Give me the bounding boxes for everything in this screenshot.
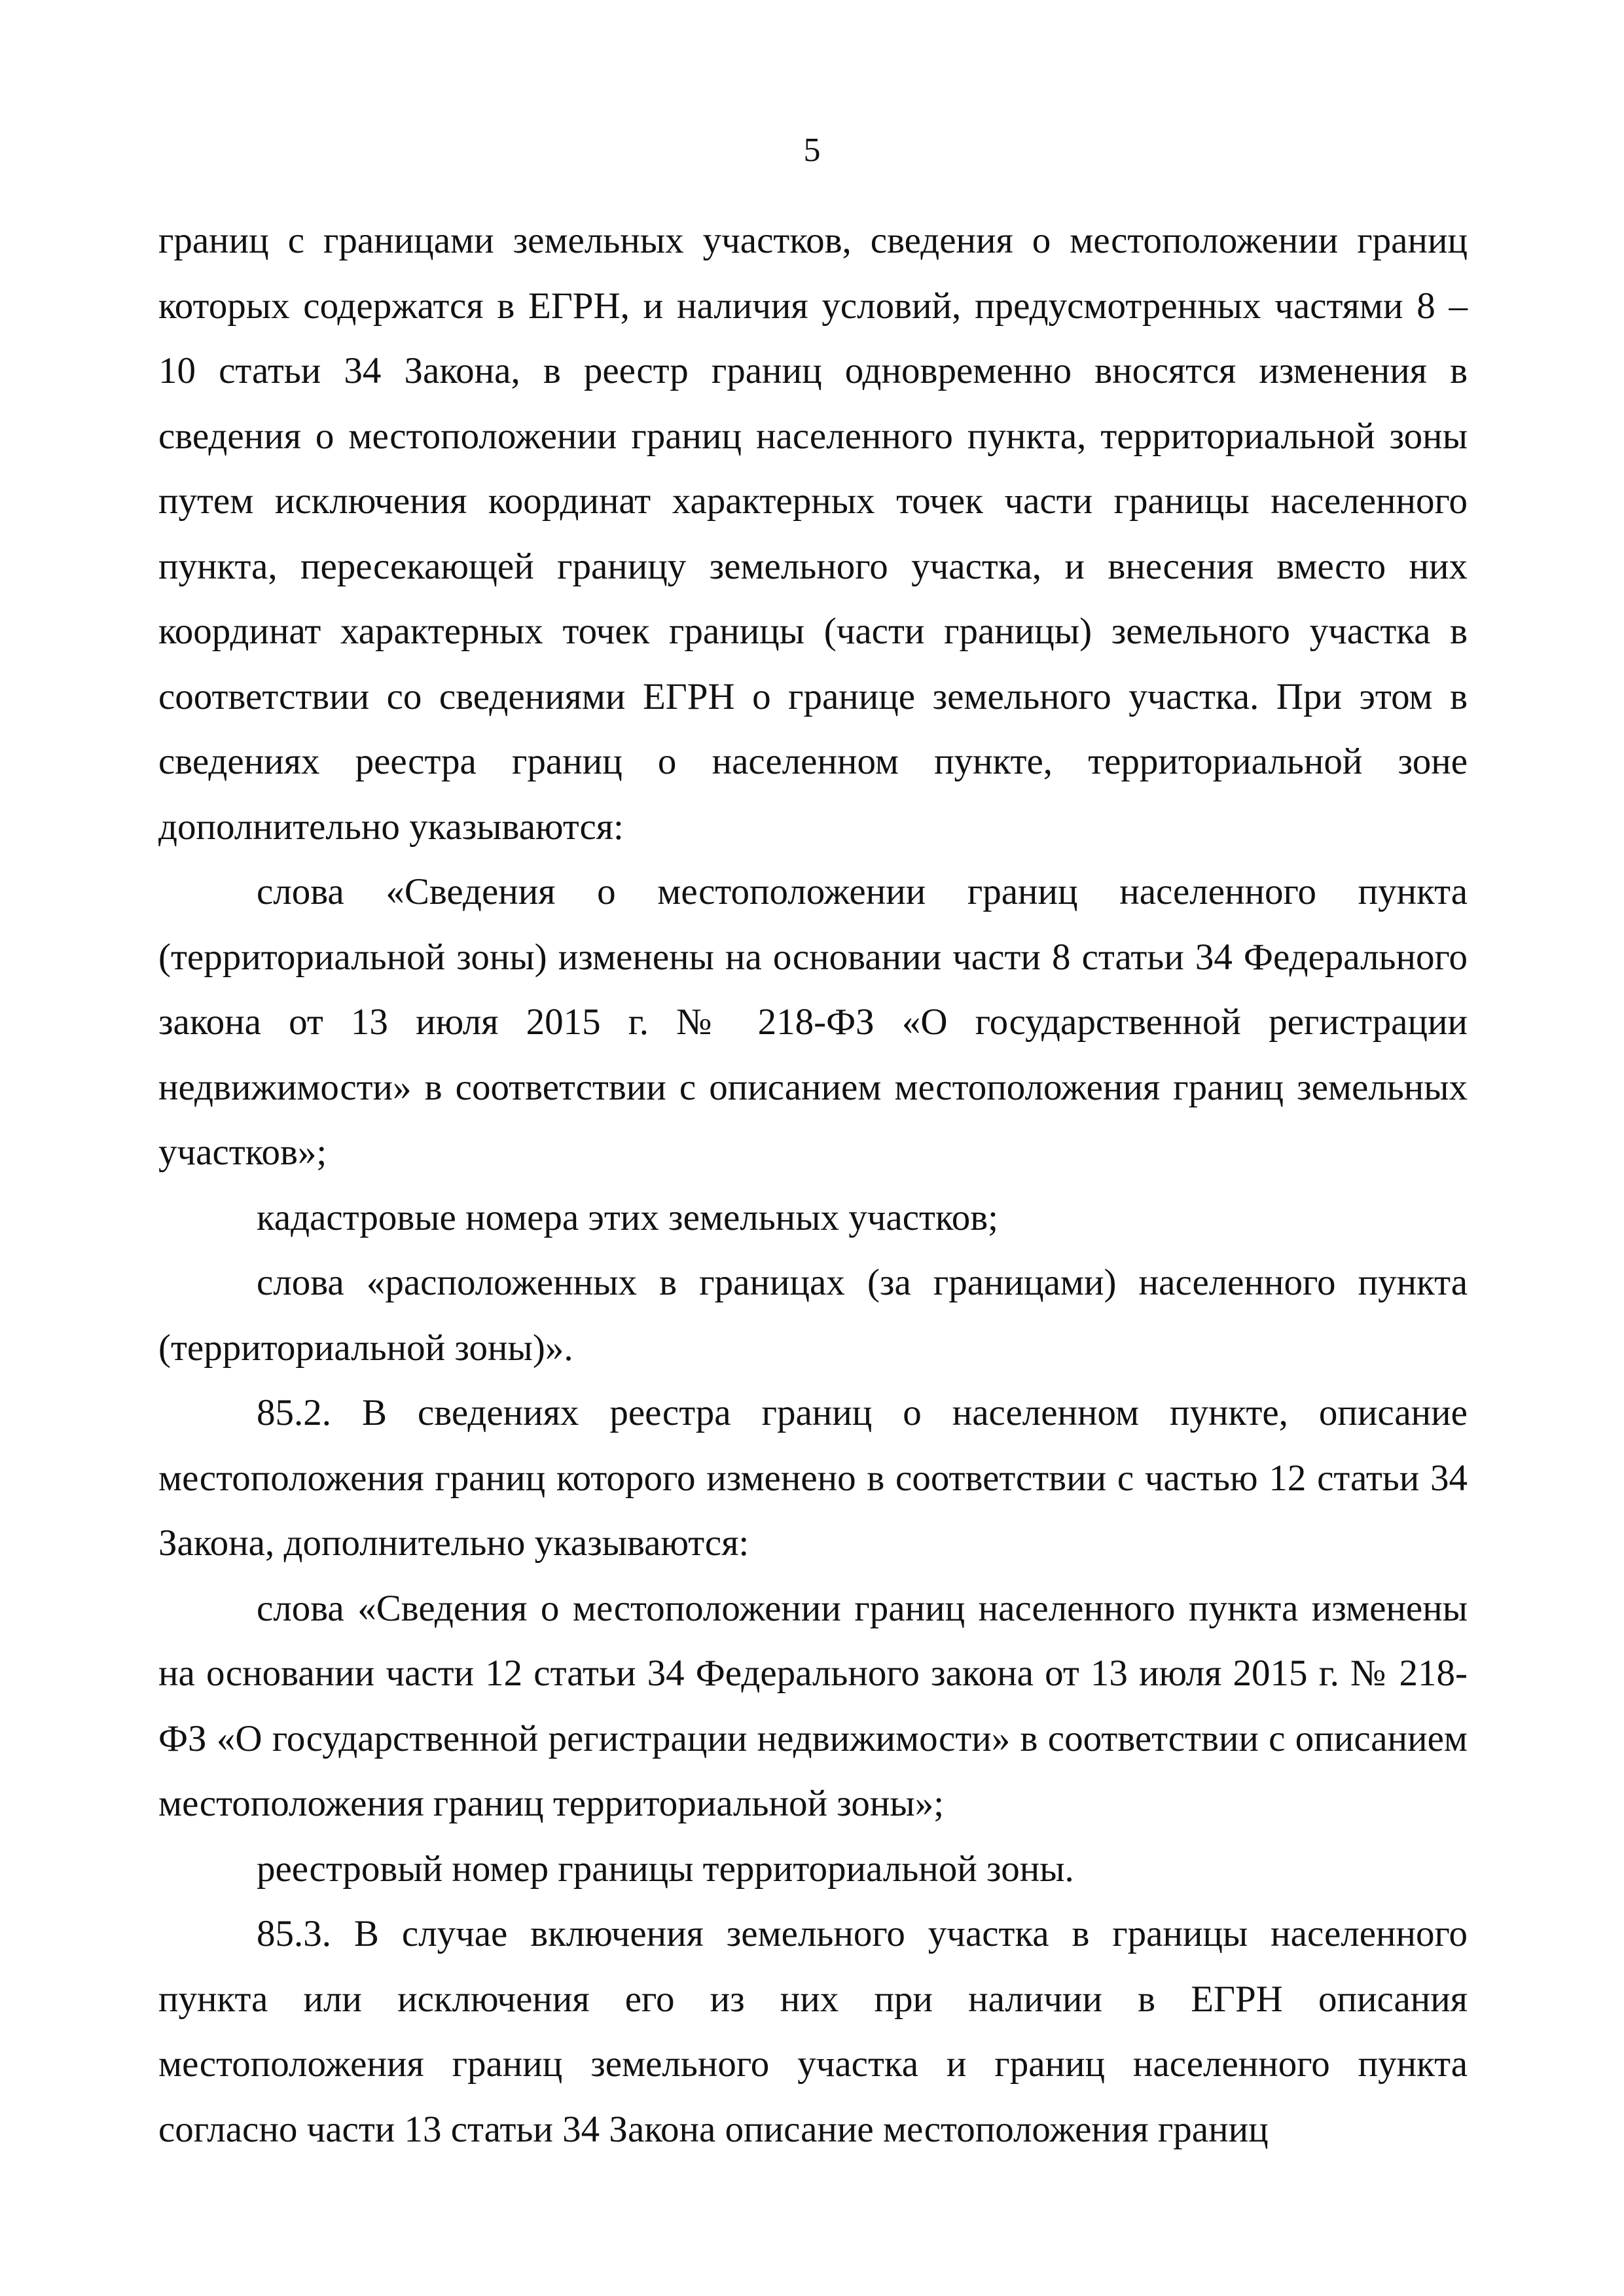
paragraph-85-2: 85.2. В сведениях реестра границ о населенном пункте, описание местоположения границ которого изменено в соответствии с частью 12 статьи 34 Закона, дополнительно указываются: bbox=[158, 1392, 1468, 1564]
paragraph-continuation: границ с границами земельных участков, сведения о местоположении границ которых содержатся в ЕГРН, и наличия условий, предусмотренных частями 8 – 10 статьи 34 Закона, в реестр границ одновременно вносятся изменения в сведения о местоположении границ населенного пункта, территориальной зоны путем исключения координат характерных точек части границы населенного пункта, пересекающей границу земельного участка, и внесения вместо них координат характерных точек границы (части границы) земельного участка в соответствии со сведениями ЕГРН о границе земельного участка. При этом в сведениях реестра границ о населенном пункте, территориальной зоне дополнительно указываются: bbox=[158, 220, 1468, 848]
paragraph-registry-number: реестровый номер границы территориальной зоны. bbox=[257, 1848, 1074, 1890]
paragraph-85-3: 85.3. В случае включения земельного участка в границы населенного пункта или исключения его из них при наличии в ЕГРН описания местоположения границ земельного участка и границ населенного пункта согласно части 13 статьи 34 Закона описание местоположения границ bbox=[158, 1913, 1468, 2150]
document-body bbox=[158, 208, 1468, 2162]
paragraph-cadastral-numbers: кадастровые номера этих земельных участков; bbox=[257, 1196, 998, 1238]
page-number: 5 bbox=[803, 132, 821, 169]
paragraph-quote-2: слова «расположенных в границах (за границами) населенного пункта (территориальной зоны)». bbox=[158, 1262, 1468, 1369]
paragraph-quote-3: слова «Сведения о местоположении границ населенного пункта изменены на основании части 12 статьи 34 Федерального закона от 13 июля 2015 г. № 218-ФЗ «О государственной регистрации недвижимости» в соответствии с описанием местоположения границ территориальной зоны»; bbox=[158, 1587, 1468, 1824]
paragraph-quote-1: слова «Сведения о местоположении границ населенного пункта (территориальной зоны) изменены на основании части 8 статьи 34 Федерального закона от 13 июля 2015 г. № 218-ФЗ «О государственной регистрации недвижимости» в соответствии с описанием местоположения границ земельных участков»; bbox=[158, 871, 1468, 1173]
